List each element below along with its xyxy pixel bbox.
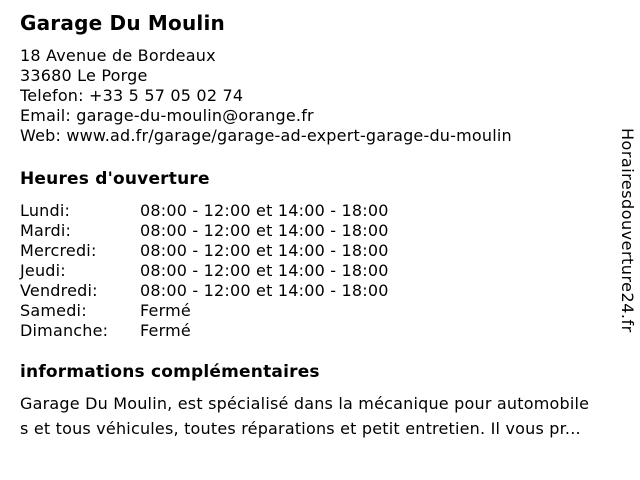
hours-row-thursday [20, 261, 620, 281]
hours-row-saturday [20, 301, 620, 321]
contact-address-line: 18 Avenue de Bordeaux [20, 46, 216, 65]
day-label: Mercredi: [20, 241, 97, 260]
contact-email-line: Email: garage-du-moulin@orange.fr [20, 106, 314, 125]
day-label: Vendredi: [20, 281, 98, 300]
info-heading: informations complémentaires [20, 362, 320, 382]
hours-value: 08:00 - 12:00 et 14:00 - 18:00 [140, 221, 389, 240]
watermark-vertical: Horairesdouverture24.fr [618, 128, 637, 333]
info-paragraph [20, 391, 620, 441]
hours-value: 08:00 - 12:00 et 14:00 - 18:00 [140, 241, 389, 260]
hours-value: 08:00 - 12:00 et 14:00 - 18:00 [140, 281, 389, 300]
hours-row-sunday [20, 321, 620, 341]
day-label: Lundi: [20, 201, 71, 220]
hours-row-wednesday [20, 241, 620, 261]
day-label: Jeudi: [20, 261, 66, 280]
hours-value: 08:00 - 12:00 et 14:00 - 18:00 [140, 201, 389, 220]
info-paragraph-line: s et tous véhicules, toutes réparations et petit entretien. Il vous pr... [20, 419, 581, 438]
contact-phone-line: Telefon: +33 5 57 05 02 74 [20, 86, 244, 105]
contact-block [20, 46, 620, 146]
hours-value: Fermé [140, 301, 191, 320]
hours-value: 08:00 - 12:00 et 14:00 - 18:00 [140, 261, 389, 280]
info-paragraph-line: Garage Du Moulin, est spécialisé dans la mécanique pour automobile [20, 394, 590, 413]
hours-row-monday [20, 201, 620, 221]
day-label: Mardi: [20, 221, 72, 240]
hours-heading: Heures d'ouverture [20, 169, 210, 189]
hours-row-tuesday [20, 221, 620, 241]
hours-row-friday [20, 281, 620, 301]
day-label: Samedi: [20, 301, 87, 320]
hours-value: Fermé [140, 321, 191, 340]
hours-table [20, 201, 620, 341]
contact-web-line: Web: www.ad.fr/garage/garage-ad-expert-garage-du-moulin [20, 126, 512, 145]
contact-city-line: 33680 Le Porge [20, 66, 148, 85]
day-label: Dimanche: [20, 321, 109, 340]
page-title: Garage Du Moulin [20, 11, 225, 35]
